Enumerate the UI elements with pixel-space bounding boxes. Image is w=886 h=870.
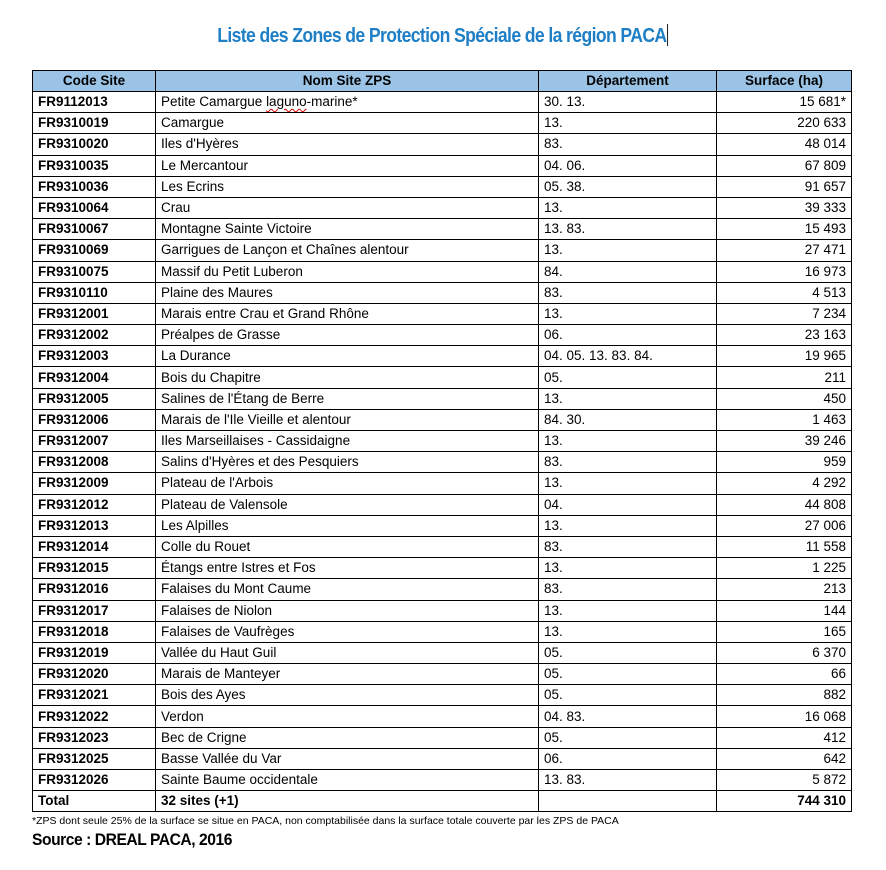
cell-departement: 04. 83. xyxy=(539,706,717,727)
cell-code-site: FR9310069 xyxy=(33,240,156,261)
table-row xyxy=(33,473,852,494)
table-row xyxy=(33,367,852,388)
cell-departement: 05. xyxy=(539,685,717,706)
cell-nom-site: Bois du Chapitre xyxy=(156,367,539,388)
cell-code-site: FR9312019 xyxy=(33,642,156,663)
table-row xyxy=(33,219,852,240)
cell-nom-site: Le Mercantour xyxy=(156,155,539,176)
table-row xyxy=(33,515,852,536)
cell-departement: 06. xyxy=(539,748,717,769)
cell-nom-site: Bois des Ayes xyxy=(156,685,539,706)
table-row xyxy=(33,642,852,663)
cell-surface: 882 xyxy=(717,685,852,706)
cell-nom-site: Plateau de l'Arbois xyxy=(156,473,539,494)
cell-code-site: FR9112013 xyxy=(33,92,156,113)
cell-code-site: FR9312007 xyxy=(33,431,156,452)
cell-surface: 23 163 xyxy=(717,325,852,346)
cell-surface: 66 xyxy=(717,664,852,685)
table-row xyxy=(33,282,852,303)
table-row xyxy=(33,770,852,791)
table-row xyxy=(33,134,852,155)
header-departement: Département xyxy=(539,71,717,92)
spellcheck-underline: laguno xyxy=(266,94,307,110)
cell-departement: 30. 13. xyxy=(539,92,717,113)
cell-departement: 84. 30. xyxy=(539,409,717,430)
cell-code-site: FR9310110 xyxy=(33,282,156,303)
header-surface: Surface (ha) xyxy=(717,71,852,92)
table-header-row xyxy=(33,71,852,92)
cell-surface: 450 xyxy=(717,388,852,409)
total-row xyxy=(33,791,852,812)
cell-departement: 13. xyxy=(539,621,717,642)
table-row xyxy=(33,558,852,579)
cell-surface: 1 463 xyxy=(717,409,852,430)
table-row xyxy=(33,346,852,367)
cell-departement: 13. xyxy=(539,240,717,261)
cell-nom-site: Plateau de Valensole xyxy=(156,494,539,515)
table-row xyxy=(33,409,852,430)
total-surface: 744 310 xyxy=(717,791,852,812)
table-row xyxy=(33,664,852,685)
cell-nom-site: Vallée du Haut Guil xyxy=(156,642,539,663)
cell-departement: 13. xyxy=(539,303,717,324)
table-row xyxy=(33,727,852,748)
cell-code-site: FR9312005 xyxy=(33,388,156,409)
table-row xyxy=(33,536,852,557)
cell-surface: 15 681* xyxy=(717,92,852,113)
cell-code-site: FR9310019 xyxy=(33,113,156,134)
cell-nom-site: Iles d'Hyères xyxy=(156,134,539,155)
cell-departement: 13. 83. xyxy=(539,219,717,240)
table-row xyxy=(33,303,852,324)
table-row xyxy=(33,685,852,706)
cell-code-site: FR9312006 xyxy=(33,409,156,430)
cell-surface: 642 xyxy=(717,748,852,769)
cell-nom-site: Marais de l'Ile Vieille et alentour xyxy=(156,409,539,430)
footnote: *ZPS dont seule 25% de la surface se situe en PACA, non comptabilisée dans la surface totale couverte par les ZPS de PACA xyxy=(32,815,619,827)
cell-surface: 48 014 xyxy=(717,134,852,155)
cell-departement: 83. xyxy=(539,536,717,557)
cell-nom-site: Marais entre Crau et Grand Rhône xyxy=(156,303,539,324)
cell-departement: 83. xyxy=(539,282,717,303)
table-row xyxy=(33,197,852,218)
header-nom-site: Nom Site ZPS xyxy=(156,71,539,92)
cell-surface: 16 068 xyxy=(717,706,852,727)
cell-code-site: FR9312023 xyxy=(33,727,156,748)
cell-code-site: FR9312017 xyxy=(33,600,156,621)
cell-code-site: FR9312025 xyxy=(33,748,156,769)
text-cursor xyxy=(667,24,668,46)
table-row xyxy=(33,706,852,727)
cell-code-site: FR9312009 xyxy=(33,473,156,494)
cell-departement: 84. xyxy=(539,261,717,282)
cell-departement: 13. xyxy=(539,515,717,536)
cell-surface: 959 xyxy=(717,452,852,473)
table-row xyxy=(33,261,852,282)
cell-nom-site: Préalpes de Grasse xyxy=(156,325,539,346)
cell-nom-site: Iles Marseillaises - Cassidaigne xyxy=(156,431,539,452)
cell-nom-site: Marais de Manteyer xyxy=(156,664,539,685)
cell-surface: 213 xyxy=(717,579,852,600)
cell-departement: 83. xyxy=(539,134,717,155)
table-row xyxy=(33,579,852,600)
total-departement xyxy=(539,791,717,812)
table-row xyxy=(33,452,852,473)
cell-departement: 05. xyxy=(539,367,717,388)
cell-surface: 220 633 xyxy=(717,113,852,134)
source-note: Source : DREAL PACA, 2016 xyxy=(32,830,232,849)
cell-surface: 39 333 xyxy=(717,197,852,218)
cell-nom-site: Camargue xyxy=(156,113,539,134)
page-title: Liste des Zones de Protection Spéciale de la région PACA xyxy=(217,25,667,47)
cell-nom-site: Crau xyxy=(156,197,539,218)
cell-nom-site: Colle du Rouet xyxy=(156,536,539,557)
cell-nom-site: Sainte Baume occidentale xyxy=(156,770,539,791)
cell-surface: 5 872 xyxy=(717,770,852,791)
cell-departement: 13. xyxy=(539,388,717,409)
cell-departement: 04. 05. 13. 83. 84. xyxy=(539,346,717,367)
table-body xyxy=(33,92,852,791)
cell-surface: 27 006 xyxy=(717,515,852,536)
cell-code-site: FR9312008 xyxy=(33,452,156,473)
table-row xyxy=(33,494,852,515)
table-row xyxy=(33,388,852,409)
cell-surface: 15 493 xyxy=(717,219,852,240)
cell-code-site: FR9310064 xyxy=(33,197,156,218)
cell-nom-site: Les Alpilles xyxy=(156,515,539,536)
cell-code-site: FR9312001 xyxy=(33,303,156,324)
total-label: Total xyxy=(33,791,156,812)
table-row xyxy=(33,240,852,261)
cell-code-site: FR9312022 xyxy=(33,706,156,727)
header-code-site: Code Site xyxy=(33,71,156,92)
cell-surface: 6 370 xyxy=(717,642,852,663)
cell-nom-site: Montagne Sainte Victoire xyxy=(156,219,539,240)
cell-departement: 04. 06. xyxy=(539,155,717,176)
cell-departement: 05. 38. xyxy=(539,176,717,197)
cell-nom-site: Petite Camargue laguno-marine* xyxy=(156,92,539,113)
cell-departement: 13. xyxy=(539,600,717,621)
cell-departement: 13. xyxy=(539,558,717,579)
cell-surface: 4 513 xyxy=(717,282,852,303)
table-row xyxy=(33,431,852,452)
cell-surface: 39 246 xyxy=(717,431,852,452)
cell-surface: 211 xyxy=(717,367,852,388)
zps-table xyxy=(32,70,852,812)
cell-code-site: FR9312004 xyxy=(33,367,156,388)
cell-departement: 83. xyxy=(539,452,717,473)
cell-surface: 16 973 xyxy=(717,261,852,282)
cell-departement: 05. xyxy=(539,642,717,663)
cell-nom-site: Bec de Crigne xyxy=(156,727,539,748)
cell-code-site: FR9310020 xyxy=(33,134,156,155)
table-row xyxy=(33,113,852,134)
cell-surface: 412 xyxy=(717,727,852,748)
cell-code-site: FR9312015 xyxy=(33,558,156,579)
cell-departement: 83. xyxy=(539,579,717,600)
cell-departement: 13. xyxy=(539,197,717,218)
cell-code-site: FR9312020 xyxy=(33,664,156,685)
cell-nom-site: Falaises de Vaufrèges xyxy=(156,621,539,642)
cell-nom-site: Falaises du Mont Caume xyxy=(156,579,539,600)
cell-code-site: FR9312016 xyxy=(33,579,156,600)
table-row xyxy=(33,748,852,769)
cell-nom-site: Verdon xyxy=(156,706,539,727)
cell-nom-site: Garrigues de Lançon et Chaînes alentour xyxy=(156,240,539,261)
cell-code-site: FR9312003 xyxy=(33,346,156,367)
cell-nom-site: Salins d'Hyères et des Pesquiers xyxy=(156,452,539,473)
total-sites: 32 sites (+1) xyxy=(156,791,539,812)
cell-code-site: FR9312026 xyxy=(33,770,156,791)
cell-surface: 7 234 xyxy=(717,303,852,324)
cell-surface: 67 809 xyxy=(717,155,852,176)
table-row xyxy=(33,92,852,113)
cell-departement: 06. xyxy=(539,325,717,346)
table-row xyxy=(33,176,852,197)
cell-departement: 13. xyxy=(539,473,717,494)
cell-nom-site: La Durance xyxy=(156,346,539,367)
cell-nom-site: Basse Vallée du Var xyxy=(156,748,539,769)
cell-code-site: FR9312014 xyxy=(33,536,156,557)
cell-code-site: FR9310036 xyxy=(33,176,156,197)
cell-departement: 13. xyxy=(539,431,717,452)
cell-code-site: FR9310035 xyxy=(33,155,156,176)
table-row xyxy=(33,325,852,346)
cell-code-site: FR9312012 xyxy=(33,494,156,515)
cell-nom-site: Falaises de Niolon xyxy=(156,600,539,621)
cell-surface: 165 xyxy=(717,621,852,642)
cell-departement: 05. xyxy=(539,727,717,748)
table-row xyxy=(33,155,852,176)
cell-departement: 04. xyxy=(539,494,717,515)
cell-departement: 13. 83. xyxy=(539,770,717,791)
cell-code-site: FR9312018 xyxy=(33,621,156,642)
table-row xyxy=(33,600,852,621)
cell-code-site: FR9312002 xyxy=(33,325,156,346)
cell-nom-site: Étangs entre Istres et Fos xyxy=(156,558,539,579)
cell-departement: 13. xyxy=(539,113,717,134)
cell-surface: 1 225 xyxy=(717,558,852,579)
cell-code-site: FR9310067 xyxy=(33,219,156,240)
cell-code-site: FR9310075 xyxy=(33,261,156,282)
cell-nom-site: Plaine des Maures xyxy=(156,282,539,303)
cell-surface: 91 657 xyxy=(717,176,852,197)
cell-surface: 11 558 xyxy=(717,536,852,557)
table-row xyxy=(33,621,852,642)
cell-surface: 19 965 xyxy=(717,346,852,367)
cell-nom-site: Salines de l'Étang de Berre xyxy=(156,388,539,409)
cell-code-site: FR9312021 xyxy=(33,685,156,706)
cell-surface: 144 xyxy=(717,600,852,621)
cell-nom-site: Massif du Petit Luberon xyxy=(156,261,539,282)
cell-nom-site: Les Ecrins xyxy=(156,176,539,197)
cell-surface: 4 292 xyxy=(717,473,852,494)
cell-code-site: FR9312013 xyxy=(33,515,156,536)
cell-surface: 44 808 xyxy=(717,494,852,515)
cell-surface: 27 471 xyxy=(717,240,852,261)
cell-departement: 05. xyxy=(539,664,717,685)
